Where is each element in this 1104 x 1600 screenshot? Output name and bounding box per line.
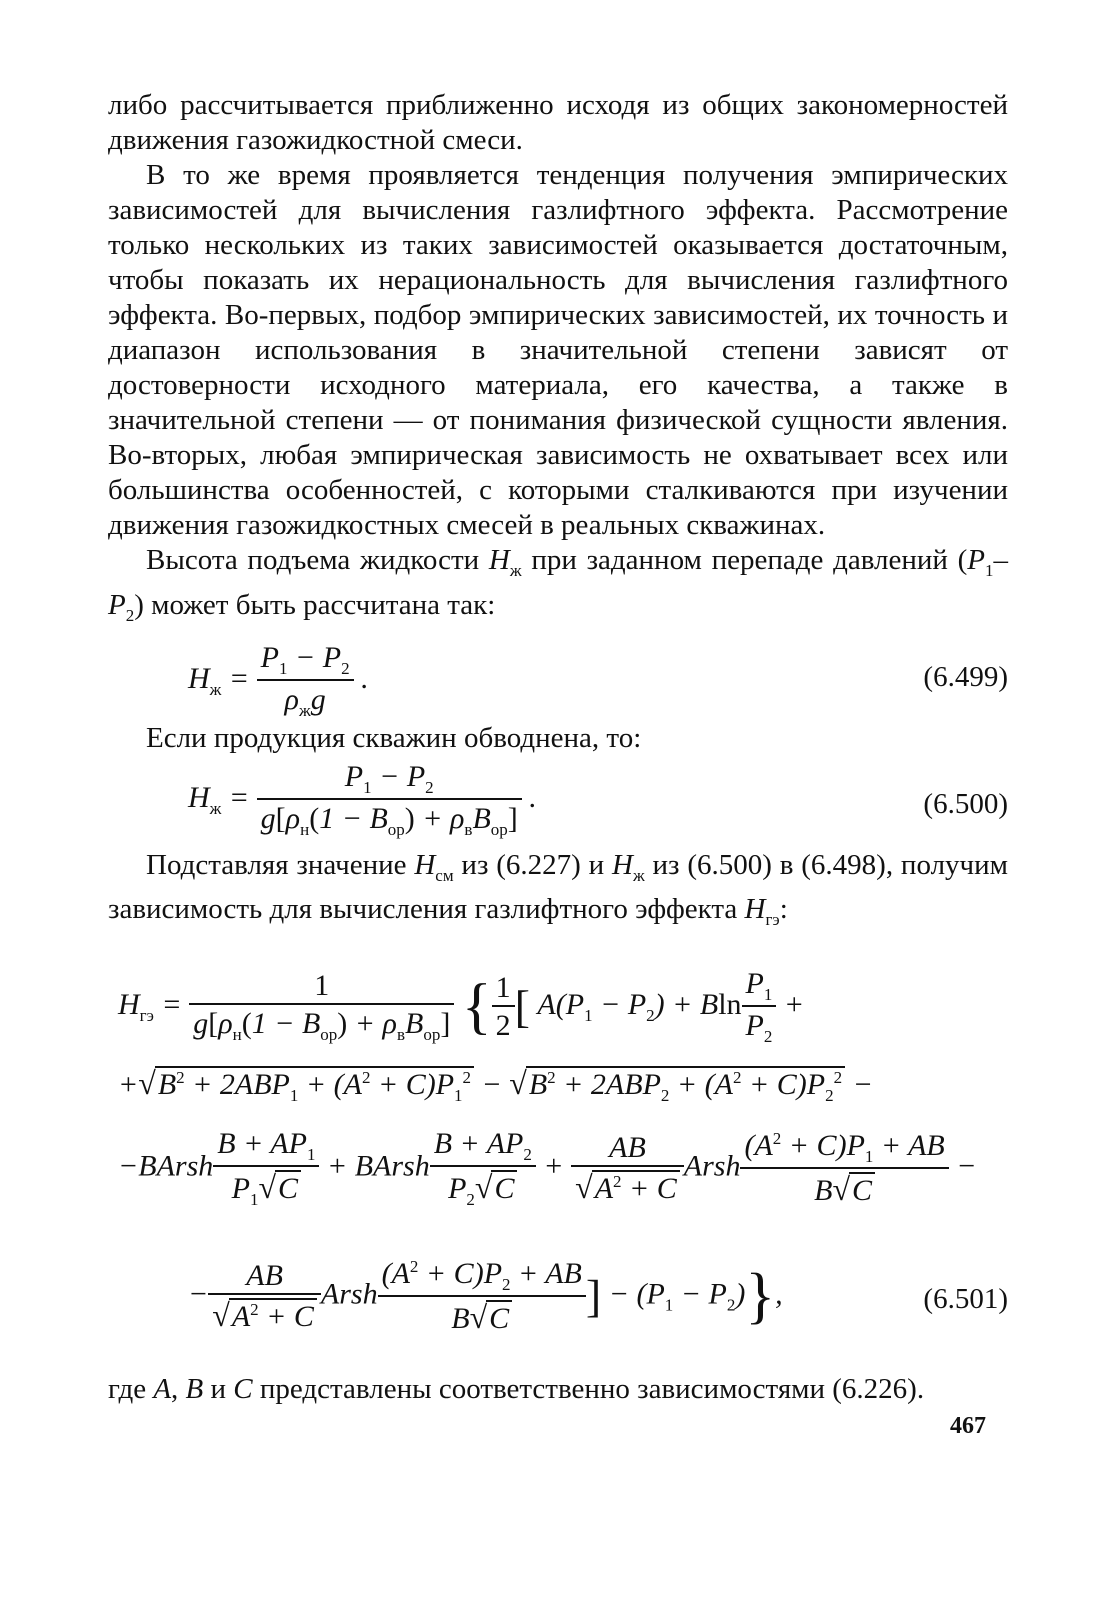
equation-6-500: $H_ж$ = $\frac{P_1 - P_2}{g[\rho_н(1 - B_{ор}) + \rho_вB_{ор}]}$ . (6.500) — [188, 759, 1008, 839]
page-number: 467 — [950, 1413, 986, 1439]
paragraph-5: Подставляя значение $H_{см}$ из (6.227) и $H_ж$ из (6.500) в (6.498), получим зависимость для вычисления газлифтного эффекта $H_{гэ}$: — [108, 848, 1008, 930]
page-content — [108, 88, 1008, 1467]
paragraph-4: Если продукция скважин обводнена, то: — [146, 721, 642, 754]
paragraph-3: Высота подъема жидкости $H_ж$ при заданном перепаде давлений $(P_1-P_2)$ может быть рассчитана так: — [108, 544, 1008, 625]
equation-number: (6.501) — [923, 1283, 1008, 1316]
paragraph-2: В то же время проявляется тенденция получения эмпирических зависимостей для вычисления газлифтного эффекта. Рассмотрение только нескольких из таких зависимостей оказывается достаточным, чтобы показать их нерациональность для вычисления газлифтного эффекта. Во-первых, подбор эмпирических зависимостей, их точность и диапазон использования в значительной степени зависят от достоверности исходного материала, его качества, а также в значительной степени — от понимания физической сущности явления. Во-вторых, любая эмпирическая зависимость не охватывает всех или большинства особенностей, с которыми сталкиваются при изучении движения газожидкостных смесей в реальных скважинах. — [108, 159, 1008, 541]
equation-number: (6.499) — [923, 660, 1008, 693]
paragraph-1: либо рассчитывается приближенно исходя из общих закономерностей движения газожидкостной смеси. — [108, 89, 1008, 156]
equation-number: (6.500) — [923, 787, 1008, 820]
equation-6-501: $H_{гэ}$ = $\frac{1}{g[\rho_н(1 - B_{ор}) + \rho_вB_{ор}]}$ { $\frac{1}{2}$ [ $A(P_1 - P_2) + Bln$ $\frac{P_1}{P_2}$ + $+√B^2 + 2ABP_1 + (A^2 + C)P_1^2 - √B^2 + 2ABP_2 + (A^2 + C)P_2^2$ − −BArsh $\frac{B + AP_1}{P_1√C}$ + BArsh $\frac{B + AP_2}{P_2√C}$ + $\frac{AB}{√A^2 + C}$ Arsh $\frac{(A^2 + C)P_1 + AB}{B√C}$ − − $\frac{AB}{√A^2 + C}$ Arsh $\frac{(A^2 + C)P_2 + AB}{B√C}$ ] − $(P_1 - P_2)$}, (6.501) — [118, 967, 1008, 1336]
paragraph-6: где A, B и C представлены соответственно зависимостями (6.226). — [108, 1373, 925, 1405]
equation-6-499: $H_ж$ = $\frac{P_1 - P_2}{\rho_жg}$ . (6.499) — [188, 640, 1008, 720]
